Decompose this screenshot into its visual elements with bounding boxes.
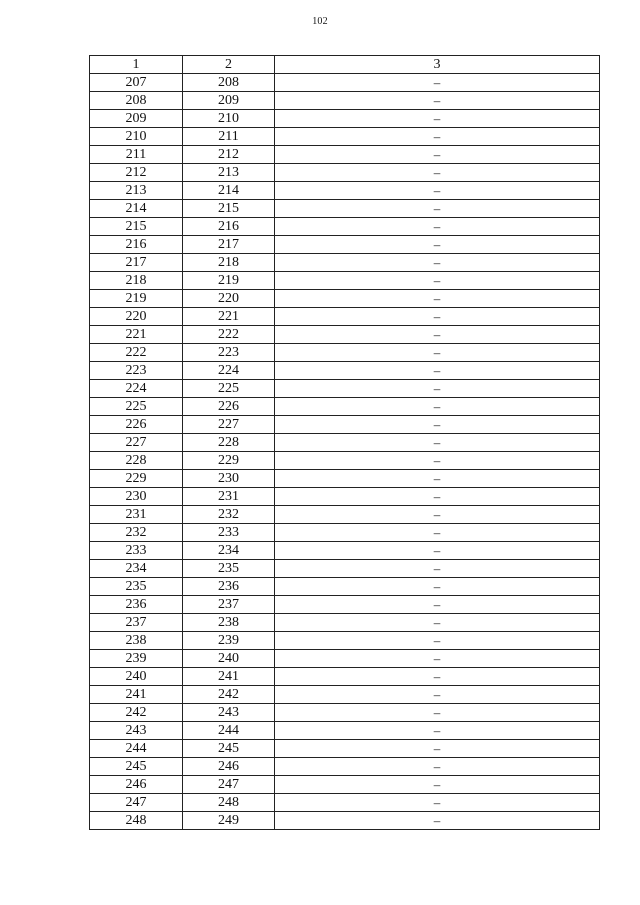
table-cell-col-2: 210 [183,110,275,128]
table-cell-col-2: 232 [183,506,275,524]
table-row [90,308,600,326]
table-cell-col-1: 228 [90,452,183,470]
table-cell-col-2: 213 [183,164,275,182]
table-cell-col-2: 214 [183,182,275,200]
table-cell-col-3: – [275,146,600,164]
table-row [90,380,600,398]
table-cell-col-3: – [275,650,600,668]
table-cell-col-1: 241 [90,686,183,704]
page-number: 102 [312,16,328,27]
table-cell-col-3: – [275,290,600,308]
table-cell-col-1: 247 [90,794,183,812]
table-cell-col-1: 210 [90,128,183,146]
table-cell-col-1: 235 [90,578,183,596]
table-cell-col-2: 217 [183,236,275,254]
column-header-2: 2 [183,56,275,74]
table-row [90,542,600,560]
table-cell-col-3: – [275,236,600,254]
table-cell-col-2: 221 [183,308,275,326]
table-row [90,506,600,524]
table-row [90,236,600,254]
table-cell-col-3: – [275,254,600,272]
table-cell-col-1: 209 [90,110,183,128]
table-cell-col-1: 208 [90,92,183,110]
table-row [90,794,600,812]
table-cell-col-1: 213 [90,182,183,200]
table-cell-col-1: 217 [90,254,183,272]
table-cell-col-1: 240 [90,668,183,686]
table-cell-col-2: 245 [183,740,275,758]
table-cell-col-1: 246 [90,776,183,794]
table-cell-col-2: 234 [183,542,275,560]
table-row [90,776,600,794]
table-row [90,452,600,470]
table-cell-col-2: 223 [183,344,275,362]
table-row [90,488,600,506]
table-cell-col-2: 228 [183,434,275,452]
table-cell-col-1: 216 [90,236,183,254]
table-cell-col-1: 226 [90,416,183,434]
table-cell-col-1: 214 [90,200,183,218]
table-cell-col-2: 226 [183,398,275,416]
table-row [90,524,600,542]
table-cell-col-3: – [275,362,600,380]
table-row [90,470,600,488]
table-cell-col-1: 238 [90,632,183,650]
table-row [90,650,600,668]
table-row [90,632,600,650]
table-cell-col-2: 222 [183,326,275,344]
table-cell-col-1: 222 [90,344,183,362]
table-cell-col-2: 243 [183,704,275,722]
table-cell-col-3: – [275,218,600,236]
table-cell-col-2: 237 [183,596,275,614]
table-row [90,560,600,578]
table-body [90,74,600,830]
table-cell-col-3: – [275,524,600,542]
table-cell-col-2: 241 [183,668,275,686]
table-cell-col-2: 208 [183,74,275,92]
table-row [90,164,600,182]
data-table-container [89,55,599,830]
table-cell-col-1: 223 [90,362,183,380]
table-cell-col-1: 215 [90,218,183,236]
table-cell-col-3: – [275,74,600,92]
table-cell-col-2: 218 [183,254,275,272]
table-cell-col-3: – [275,578,600,596]
table-cell-col-3: – [275,272,600,290]
table-row [90,416,600,434]
table-cell-col-1: 218 [90,272,183,290]
table-cell-col-1: 233 [90,542,183,560]
table-cell-col-3: – [275,614,600,632]
table-row [90,290,600,308]
table-cell-col-2: 235 [183,560,275,578]
table-row [90,272,600,290]
table-cell-col-3: – [275,164,600,182]
table-cell-col-1: 221 [90,326,183,344]
table-cell-col-2: 216 [183,218,275,236]
table-cell-col-3: – [275,182,600,200]
table-header-row [90,56,600,74]
table-cell-col-1: 224 [90,380,183,398]
data-table [89,55,600,830]
table-cell-col-1: 237 [90,614,183,632]
table-cell-col-1: 211 [90,146,183,164]
table-cell-col-1: 236 [90,596,183,614]
table-cell-col-2: 211 [183,128,275,146]
table-cell-col-1: 225 [90,398,183,416]
table-row [90,578,600,596]
table-cell-col-2: 244 [183,722,275,740]
table-cell-col-1: 234 [90,560,183,578]
column-header-1: 1 [90,56,183,74]
table-cell-col-1: 219 [90,290,183,308]
table-row [90,344,600,362]
table-cell-col-3: – [275,776,600,794]
table-cell-col-3: – [275,686,600,704]
table-cell-col-1: 230 [90,488,183,506]
table-cell-col-2: 240 [183,650,275,668]
table-cell-col-1: 239 [90,650,183,668]
table-cell-col-3: – [275,812,600,830]
table-cell-col-1: 243 [90,722,183,740]
table-cell-col-3: – [275,92,600,110]
table-cell-col-3: – [275,434,600,452]
table-row [90,74,600,92]
table-row [90,722,600,740]
table-row [90,596,600,614]
table-row [90,704,600,722]
table-cell-col-1: 227 [90,434,183,452]
table-cell-col-3: – [275,128,600,146]
table-row [90,740,600,758]
table-cell-col-2: 225 [183,380,275,398]
table-cell-col-2: 249 [183,812,275,830]
table-cell-col-3: – [275,794,600,812]
table-cell-col-2: 215 [183,200,275,218]
table-cell-col-3: – [275,380,600,398]
table-row [90,218,600,236]
table-cell-col-1: 244 [90,740,183,758]
table-cell-col-3: – [275,758,600,776]
table-cell-col-1: 245 [90,758,183,776]
table-cell-col-1: 231 [90,506,183,524]
table-cell-col-2: 242 [183,686,275,704]
table-cell-col-3: – [275,740,600,758]
table-cell-col-2: 236 [183,578,275,596]
table-cell-col-2: 229 [183,452,275,470]
table-cell-col-3: – [275,470,600,488]
table-cell-col-3: – [275,704,600,722]
table-cell-col-2: 209 [183,92,275,110]
table-cell-col-3: – [275,596,600,614]
table-cell-col-2: 248 [183,794,275,812]
table-cell-col-2: 247 [183,776,275,794]
table-row [90,398,600,416]
table-cell-col-2: 238 [183,614,275,632]
table-cell-col-2: 224 [183,362,275,380]
table-row [90,614,600,632]
table-row [90,686,600,704]
table-row [90,110,600,128]
table-cell-col-1: 229 [90,470,183,488]
table-cell-col-3: – [275,506,600,524]
table-row [90,434,600,452]
table-row [90,758,600,776]
table-row [90,668,600,686]
table-cell-col-3: – [275,344,600,362]
table-cell-col-3: – [275,722,600,740]
table-cell-col-3: – [275,632,600,650]
table-cell-col-1: 220 [90,308,183,326]
table-cell-col-2: 239 [183,632,275,650]
table-cell-col-2: 233 [183,524,275,542]
table-row [90,254,600,272]
table-cell-col-2: 227 [183,416,275,434]
table-cell-col-3: – [275,326,600,344]
table-cell-col-2: 246 [183,758,275,776]
table-row [90,200,600,218]
table-cell-col-1: 232 [90,524,183,542]
table-cell-col-3: – [275,110,600,128]
table-cell-col-1: 242 [90,704,183,722]
table-cell-col-2: 219 [183,272,275,290]
table-row [90,326,600,344]
table-cell-col-3: – [275,416,600,434]
table-cell-col-3: – [275,398,600,416]
table-cell-col-1: 248 [90,812,183,830]
table-cell-col-3: – [275,668,600,686]
table-row [90,362,600,380]
table-cell-col-2: 212 [183,146,275,164]
table-cell-col-2: 230 [183,470,275,488]
table-cell-col-3: – [275,542,600,560]
table-cell-col-3: – [275,200,600,218]
table-cell-col-3: – [275,308,600,326]
table-row [90,182,600,200]
column-header-3: 3 [275,56,600,74]
table-cell-col-3: – [275,560,600,578]
table-cell-col-2: 220 [183,290,275,308]
table-row [90,146,600,164]
table-cell-col-3: – [275,452,600,470]
table-cell-col-3: – [275,488,600,506]
table-cell-col-2: 231 [183,488,275,506]
table-row [90,128,600,146]
table-cell-col-1: 207 [90,74,183,92]
table-cell-col-1: 212 [90,164,183,182]
table-row [90,812,600,830]
table-row [90,92,600,110]
